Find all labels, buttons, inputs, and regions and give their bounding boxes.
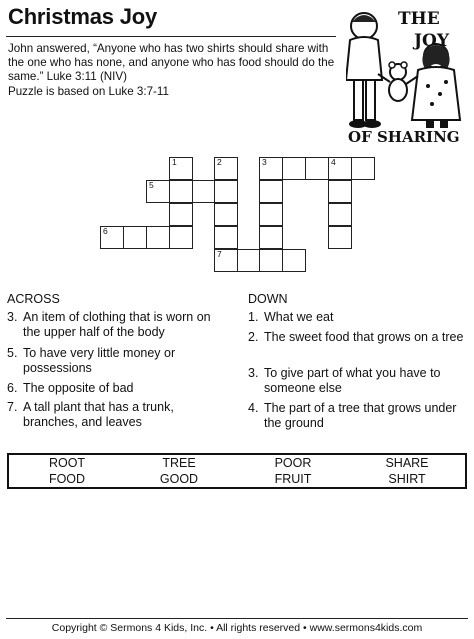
clue-number: 3 [262, 157, 267, 167]
crossword-cell[interactable] [214, 249, 238, 272]
copyright-footer: Copyright © Sermons 4 Kids, Inc. • All rights reserved • www.sermons4kids.com [51, 622, 423, 634]
clue-text: To give part of what you have to someone else [264, 366, 441, 396]
art-title-line3: OF SHARING [348, 128, 460, 146]
joy-of-sharing-illustration [346, 4, 470, 146]
clue-number: 4 [331, 157, 336, 167]
crossword-cell[interactable] [192, 180, 216, 203]
crossword-cell[interactable] [237, 249, 261, 272]
clue-number: 3. [7, 310, 18, 324]
word-bank-word: GOOD [159, 472, 199, 486]
crossword-cell[interactable] [259, 249, 283, 272]
down-clue [248, 310, 470, 325]
crossword-cell[interactable] [259, 203, 283, 226]
clue-number: 7 [217, 249, 222, 259]
crossword-cell[interactable] [146, 180, 170, 203]
down-clue [248, 366, 470, 397]
crossword-cell[interactable] [214, 226, 238, 249]
page-title: Christmas Joy [8, 4, 158, 29]
clue-number: 7. [7, 400, 18, 414]
clue-number: 5. [7, 346, 18, 360]
crossword-cell[interactable] [328, 226, 352, 249]
crossword-cell[interactable] [328, 157, 352, 180]
clue-text: The part of a tree that grows under the ground [264, 401, 457, 431]
crossword-cell[interactable] [328, 180, 352, 203]
across-clue [7, 310, 227, 341]
bible-verse: John answered, “Anyone who has two shirts should share with the one who has none, and anyone who has food should do the same.” Luke 3:11 (NIV) [8, 42, 335, 84]
word-bank-word: SHIRT [388, 472, 426, 486]
clue-text: The opposite of bad [23, 381, 134, 395]
crossword-cell[interactable] [351, 157, 375, 180]
crossword-cell[interactable] [259, 180, 283, 203]
clue-text: What we eat [264, 310, 334, 324]
clue-text: The sweet food that grows on a tree [264, 330, 464, 344]
down-clue [248, 330, 470, 345]
puzzle-reference: Puzzle is based on Luke 3:7-11 [8, 85, 169, 98]
art-title-line2: JOY [414, 31, 449, 51]
clue-text: A tall plant that has a trunk, branches, and leaves [23, 400, 174, 430]
clue-number: 5 [149, 180, 154, 190]
clue-number: 2 [217, 157, 222, 167]
word-bank-word: FOOD [48, 472, 86, 486]
crossword-cell[interactable] [282, 157, 306, 180]
clue-number: 6. [7, 381, 18, 395]
clue-number: 1. [248, 310, 259, 324]
across-clue [7, 346, 227, 377]
crossword-cell[interactable] [214, 157, 238, 180]
crossword-cell[interactable] [169, 157, 193, 180]
crossword-cell[interactable] [100, 226, 124, 249]
across-clue [7, 400, 227, 431]
down-clue [248, 401, 470, 432]
clue-number: 2. [248, 330, 259, 344]
crossword-cell[interactable] [259, 157, 283, 180]
word-bank-word: POOR [274, 456, 312, 470]
word-bank-word: SHARE [385, 456, 429, 470]
crossword-cell[interactable] [282, 249, 306, 272]
art-title-line1: THE [398, 9, 440, 29]
across-heading: ACROSS [7, 292, 60, 306]
crossword-cell[interactable] [169, 180, 193, 203]
crossword-cell[interactable] [214, 180, 238, 203]
crossword-cell[interactable] [259, 226, 283, 249]
crossword-cell[interactable] [169, 226, 193, 249]
clue-number: 1 [172, 157, 177, 167]
word-bank-word: FRUIT [274, 472, 312, 486]
across-clue [7, 381, 227, 396]
word-bank [7, 453, 467, 489]
crossword-cell[interactable] [328, 203, 352, 226]
clue-number: 4. [248, 401, 259, 415]
word-bank-word: TREE [162, 456, 196, 470]
clue-number: 3. [248, 366, 259, 380]
title-divider [6, 36, 336, 37]
crossword-cell[interactable] [305, 157, 329, 180]
crossword-cell[interactable] [123, 226, 147, 249]
footer-divider [6, 618, 468, 619]
crossword-cell[interactable] [169, 203, 193, 226]
down-heading: DOWN [248, 292, 288, 306]
clue-text: An item of clothing that is worn on the upper half of the body [23, 310, 211, 340]
clue-text: To have very little money or possessions [23, 346, 176, 376]
clue-number: 6 [103, 226, 108, 236]
crossword-cell[interactable] [214, 203, 238, 226]
word-bank-word: ROOT [48, 456, 86, 470]
crossword-cell[interactable] [146, 226, 170, 249]
